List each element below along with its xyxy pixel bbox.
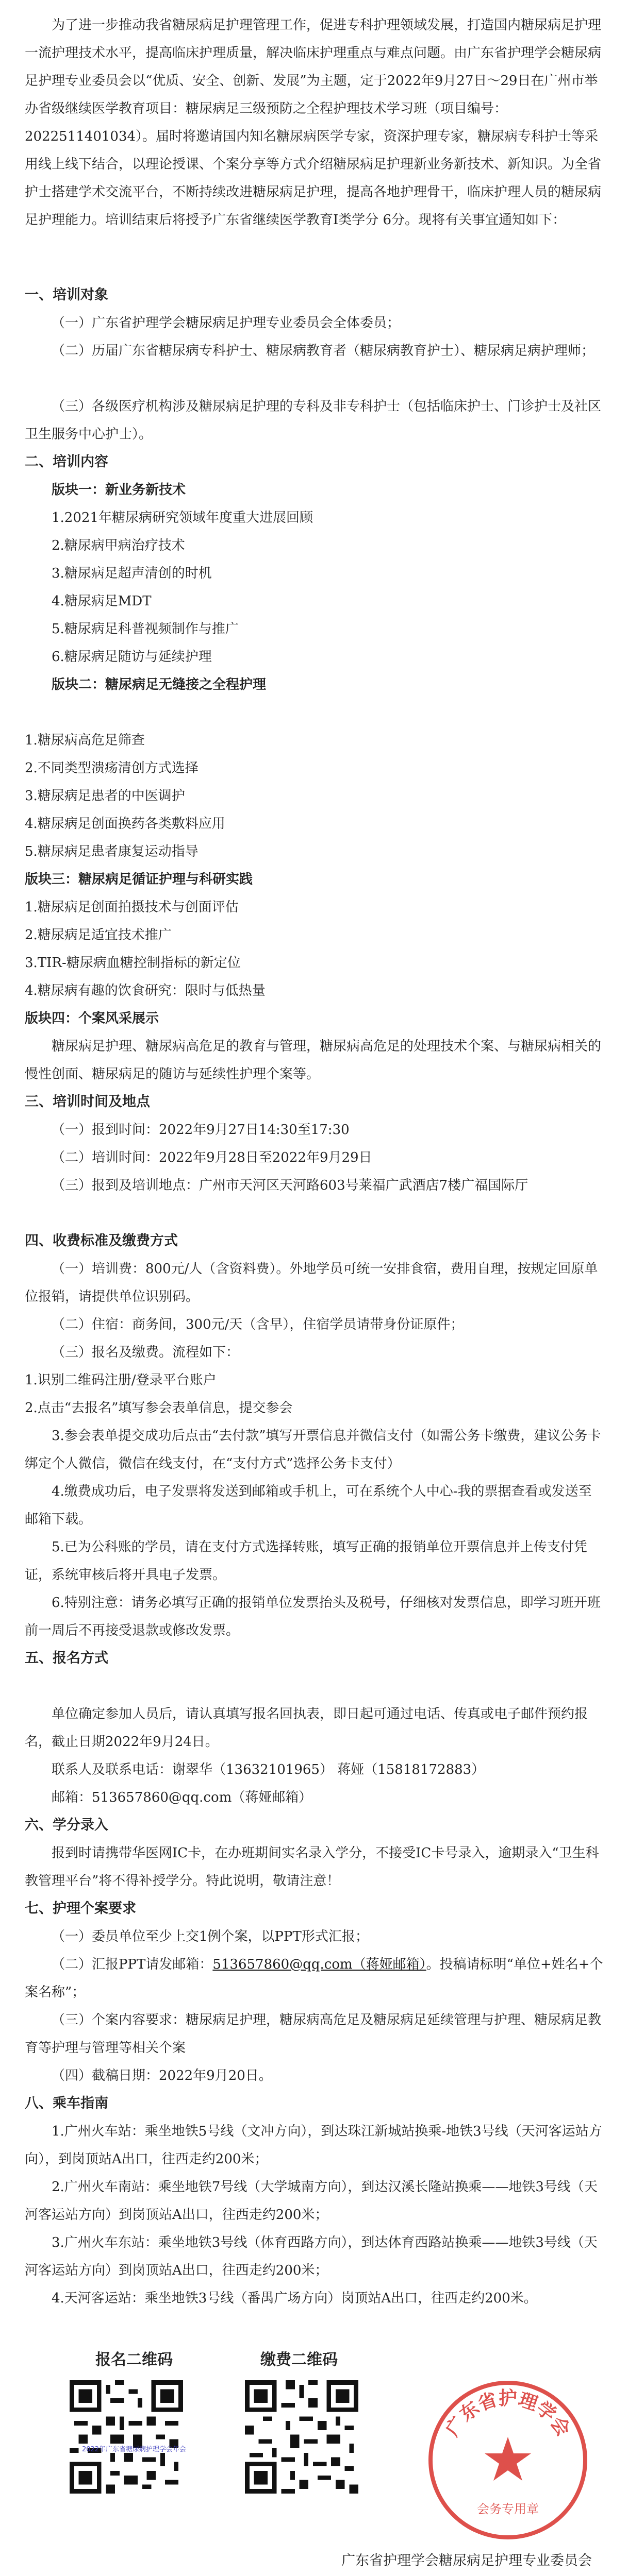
fee-step: 1.识别二维码注册/登录平台账户 bbox=[25, 1372, 217, 1388]
qr-payment-title: 缴费二维码 bbox=[260, 2351, 338, 2369]
contact-line: 联系人及联系电话：谢翠华（13632101965） 蒋娅（15818172883） bbox=[52, 1762, 485, 1777]
fee-step: 2.点击“去报名”填写参会表单信息，提交参会 bbox=[25, 1400, 293, 1416]
module-item: 5.糖尿病足患者康复运动指导 bbox=[25, 844, 199, 859]
signature-date bbox=[231, 2574, 592, 2576]
official-seal bbox=[423, 2375, 593, 2545]
module-title: 版块二：糖尿病足无缝接之全程护理 bbox=[52, 677, 267, 692]
fee-step: 5.已为公科账的学员，请在支付方式选择转账，填写正确的报销单位开票信息并上传支付凭证，系统审核后将开具电子发票。 bbox=[25, 1539, 587, 1583]
fee-item: （三）报名及缴费。流程如下： bbox=[52, 1345, 240, 1360]
transport-item: 1.广州火车站：乘坐地铁5号线（文冲方向），到达珠江新城站换乘-地铁3号线（天河客运站方向），到岗顶站A出口，往西走约200米； bbox=[25, 2124, 602, 2167]
module-title: 版块四：个案风采展示 bbox=[25, 1011, 159, 1026]
transport-item: 2.广州火车南站：乘坐地铁7号线（大学城南方向），到达汉溪长隆站换乘——地铁3号线（天河客运站方向）到岗顶站A出口，往西走约200米； bbox=[25, 2179, 598, 2223]
section-title-registration: 五、报名方式 bbox=[25, 1650, 108, 1666]
target-item: （一）广东省护理学会糖尿病足护理专业委员会全体委员； bbox=[52, 315, 401, 331]
payment-qr-code[interactable] bbox=[245, 2380, 358, 2442]
qr-caption: 2022年广东省糖尿病护理学会年会 bbox=[81, 2446, 187, 2453]
module-item: 1.2021年糖尿病研究领域年度重大进展回顾 bbox=[52, 510, 313, 526]
module-item: 2.不同类型溃疡清创方式选择 bbox=[25, 760, 199, 776]
credit-text: 报到时请携带华医网IC卡，在办班期间实名录入学分，不接受IC卡号录入，逾期录入“卫生科教管理平台”将不得补授学分。特此说明，敬请注意！ bbox=[25, 1845, 599, 1889]
section-title-time: 三、培训时间及地点 bbox=[25, 1094, 150, 1110]
case-item: （一）委员单位至少上交1例个案，以PPT形式汇报； bbox=[52, 1929, 369, 1944]
svg-text:会务专用章: 会务专用章 bbox=[477, 2502, 539, 2516]
module-title: 版块三：糖尿病足循证护理与科研实践 bbox=[25, 872, 253, 887]
svg-text:广东省护理学会: 广东省护理学会 bbox=[441, 2388, 574, 2441]
module-item: 1.糖尿病足创面拍摄技术与创面评估 bbox=[25, 900, 239, 915]
module-item: 3.糖尿病足患者的中医调护 bbox=[25, 788, 185, 804]
case-item: （三）个案内容要求：糖尿病足护理，糖尿病高危足及糖尿病足延续管理与护理、糖尿病足教育等护理与管理等相关个案 bbox=[25, 2012, 602, 2056]
fee-step: 6.特别注意：请务必填写正确的报销单位发票抬头及税号，仔细核对发票信息，即学习班开班前一周后不再接受退款或修改发票。 bbox=[25, 1595, 601, 1638]
module-item: 2.糖尿病足适宜技术推广 bbox=[25, 927, 172, 943]
target-item: （三）各级医疗机构涉及糖尿病足护理的专科及非专科护士（包括临床护士、门诊护士及社区卫生服务中心护士）。 bbox=[25, 399, 602, 442]
case-item: （四）截稿日期：2022年9月20日。 bbox=[52, 2068, 272, 2083]
time-item: （一）报到时间：2022年9月27日14:30至17:30 bbox=[52, 1122, 350, 1138]
fee-step: 3.参会表单提交成功后点击“去付款”填写开票信息并微信支付（如需公务卡缴费，建议公务卡绑定个人微信，微信在线支付，在“支付方式”选择公务卡支付） bbox=[25, 1428, 601, 1471]
transport-item: 4.天河客运站：乘坐地铁3号线（番禺广场方向）岗顶站A出口，往西走约200米。 bbox=[52, 2291, 537, 2306]
section-title-targets: 一、培训对象 bbox=[25, 287, 108, 303]
fee-item: （二）住宿：商务间，300元/天（含早），住宿学员请带身份证原件； bbox=[52, 1317, 464, 1332]
module-item: 6.糖尿病足随访与延续护理 bbox=[52, 649, 212, 665]
section-title-transport: 八、乘车指南 bbox=[25, 2095, 108, 2111]
case-email-tail: 。投稿请标明“单位+姓名+个案名称”； bbox=[25, 1957, 603, 2000]
module-item: 4.糖尿病有趣的饮食研究：限时与低热量 bbox=[25, 983, 266, 998]
qr-registration-title: 报名二维码 bbox=[95, 2351, 173, 2369]
fee-item: （一）培训费：800元/人（含资料费）。外地学员可统一安排食宿，费用自理，按规定回原单位报销，请提供单位识别码。 bbox=[25, 1261, 598, 1304]
module-item: 3.TIR-糖尿病血糖控制指标的新定位 bbox=[25, 955, 241, 971]
module-item: 3.糖尿病足超声清创的时机 bbox=[52, 566, 212, 581]
module-item: 2.糖尿病甲病治疗技术 bbox=[52, 538, 185, 553]
section-title-content: 二、培训内容 bbox=[25, 454, 108, 470]
module-item: 4.糖尿病足创面换药各类敷料应用 bbox=[25, 816, 225, 832]
time-item: （二）培训时间：2022年9月28日至2022年9月29日 bbox=[52, 1150, 372, 1165]
module-title: 版块一：新业务新技术 bbox=[52, 482, 186, 498]
module-text: 糖尿病足护理、糖尿病高危足的教育与管理，糖尿病高危足的处理技术个案、与糖尿病相关的慢性创面、糖尿病足的随访与延续性护理个案等。 bbox=[25, 1039, 602, 1082]
target-item: （二）历届广东省糖尿病专科护士、糖尿病教育者（糖尿病教育护士）、糖尿病足病护理师； bbox=[52, 343, 595, 359]
fee-step: 4.缴费成功后，电子发票将发送到邮箱或手机上，可在系统个人中心-我的票据查看或发送至邮箱下载。 bbox=[25, 1484, 592, 1527]
signature-organization: 广东省护理学会糖尿病足护理专业委员会 bbox=[341, 2553, 592, 2569]
transport-item: 3.广州火车东站：乘坐地铁3号线（体育西路方向），到达体育西路站换乘——地铁3号线（天河客运站方向）到岗顶站A出口，往西走约200米； bbox=[25, 2235, 598, 2278]
registration-qr-code[interactable] bbox=[70, 2380, 183, 2442]
section-title-fees: 四、收费标准及缴费方式 bbox=[25, 1233, 178, 1249]
email-line: 邮箱：513657860@qq.com（蒋娅邮箱） bbox=[52, 1790, 312, 1805]
case-item bbox=[25, 1951, 603, 2006]
case-email-link[interactable]: 513657860@qq.com（蒋娅邮箱） bbox=[212, 1957, 426, 1972]
time-item: （三）报到及培训地点：广州市天河区天河路603号莱福广武酒店7楼广福国际厅 bbox=[52, 1178, 528, 1193]
case-email-label: （二）汇报PPT请发邮箱： bbox=[52, 1957, 213, 1972]
section-title-case: 七、护理个案要求 bbox=[25, 1901, 136, 1917]
intro-paragraph: 为了进一步推动我省糖尿病足护理管理工作，促进专科护理领域发展，打造国内糖尿病足护理一流护理技术水平，提高临床护理质量，解决临床护理重点与难点问题。由广东省护理学会糖尿病足护理专业委员会以“优质、安全、创新、发展”为主题，定于2022年9月27日～29日在广州市举办省级继续医学教育项目：糖尿病足三级预防之全程护理技术学习班（项目编号：2022511401034）。届时将邀请国内知名糖尿病医学专家，资深护理专家，糖尿病专科护士等采用线上线下结合，以理论授课、个案分享等方式介绍糖尿病足护理新业务新技术、新知识。为全省护士搭建学术交流平台，不断持续改进糖尿病足护理，提高各地护理骨干，临床护理人员的糖尿病足护理能力。培训结束后将授予广东省继续医学教育Ⅰ类学分 6分。现将有关事宜通知如下： bbox=[25, 18, 602, 228]
section-title-credits: 六、学分录入 bbox=[25, 1817, 108, 1833]
module-item: 1.糖尿病高危足筛查 bbox=[25, 733, 145, 748]
module-item: 5.糖尿病足科普视频制作与推广 bbox=[52, 621, 239, 637]
registration-text: 单位确定参加人员后，请认真填写报名回执表，即日起可通过电话、传真或电子邮件预约报名，截止日期2022年9月24日。 bbox=[25, 1706, 588, 1750]
module-item: 4.糖尿病足MDT bbox=[52, 594, 152, 609]
